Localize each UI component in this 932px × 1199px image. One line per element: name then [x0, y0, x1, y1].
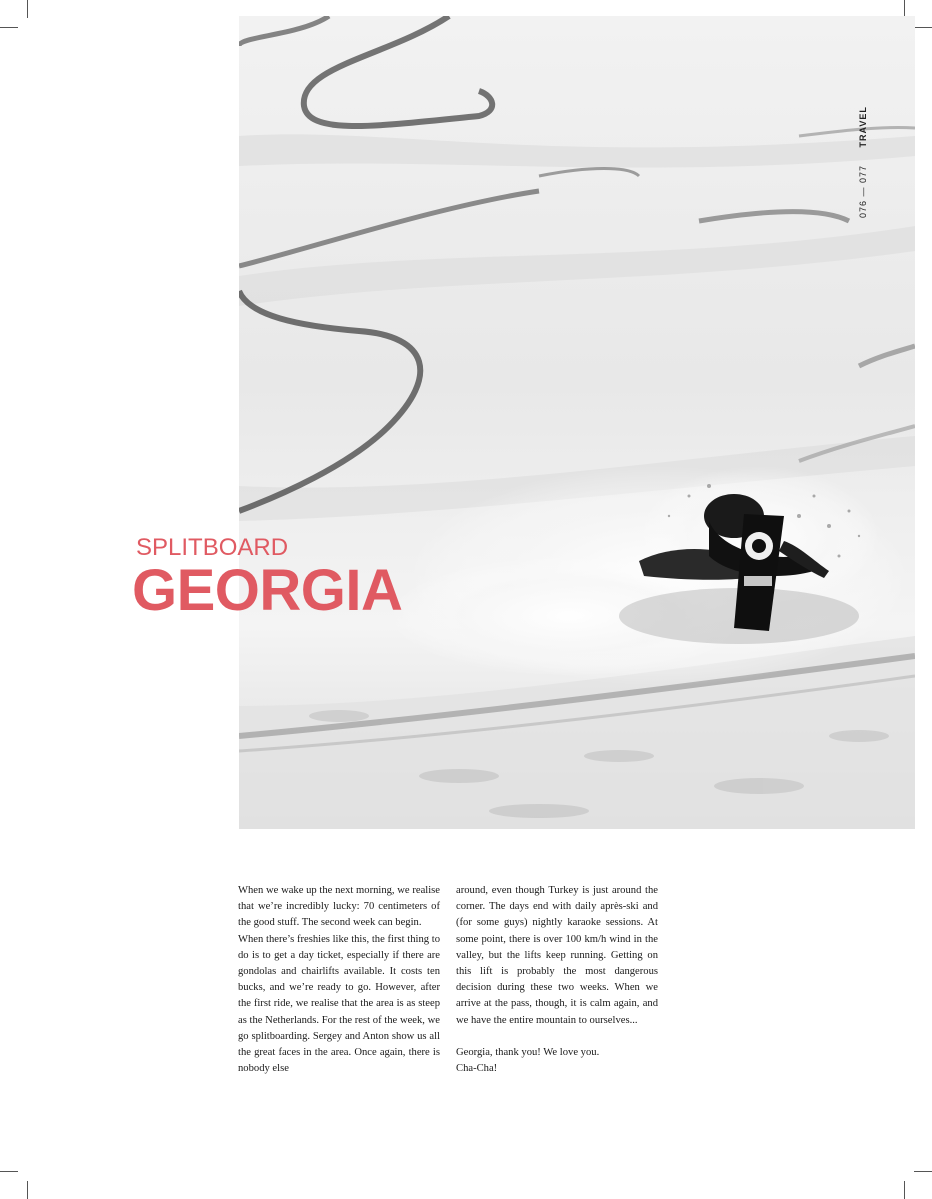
paragraph: When there’s freshies like this, the first thing to do is to get a day ticket, especially if there are gondolas and chairlifts available. It costs ten bucks, and we’re ready to go. However, after the first ride, we realise that the area is as steep as the Netherlands. For the rest of the week, we go splitboarding. Sergey and Anton show us all the great faces in the area. Once again, there is nobody else — [238, 933, 440, 1075]
article-column-left — [238, 883, 440, 1077]
article-headline: GEORGIA — [132, 558, 403, 623]
paragraph: When we wake up the next morning, we realise that we’re incredibly lucky: 70 centimeters of the good stuff. The second week can begin. — [238, 885, 440, 929]
crop-mark-top-left-v — [27, 0, 28, 18]
snowboarder-photo — [239, 16, 915, 829]
paragraph: around, even though Turkey is just around the corner. The days end with daily après-ski and (for some guys) nightly karaoke sessions. At some point, there is over 100 km/h wind in the valley, but the lifts keep running. Getting on this lift is probably the most dangerous decision during these two weeks. When we arrive at the pass, though, it is calm again, and we have the entire mountain to ourselves... — [456, 885, 658, 1026]
article-kicker: SPLITBOARD — [136, 534, 289, 561]
page-folio — [858, 106, 868, 218]
article-column-right — [456, 883, 658, 1077]
page-numbers: 076 — 077 — [858, 164, 868, 218]
crop-mark-bottom-right-v — [904, 1181, 905, 1199]
crop-mark-top-left-h — [0, 27, 18, 28]
signoff-line-1: Georgia, thank you! We love you. — [456, 1047, 600, 1059]
crop-mark-top-right-h — [914, 27, 932, 28]
crop-mark-bottom-left-h — [0, 1171, 18, 1172]
snowboarder-powder-photo-icon — [239, 16, 915, 829]
signoff-line-2: Cha-Cha! — [456, 1063, 498, 1075]
crop-mark-bottom-left-v — [27, 1181, 28, 1199]
section-label: TRAVEL — [858, 106, 868, 148]
crop-mark-bottom-right-h — [914, 1171, 932, 1172]
